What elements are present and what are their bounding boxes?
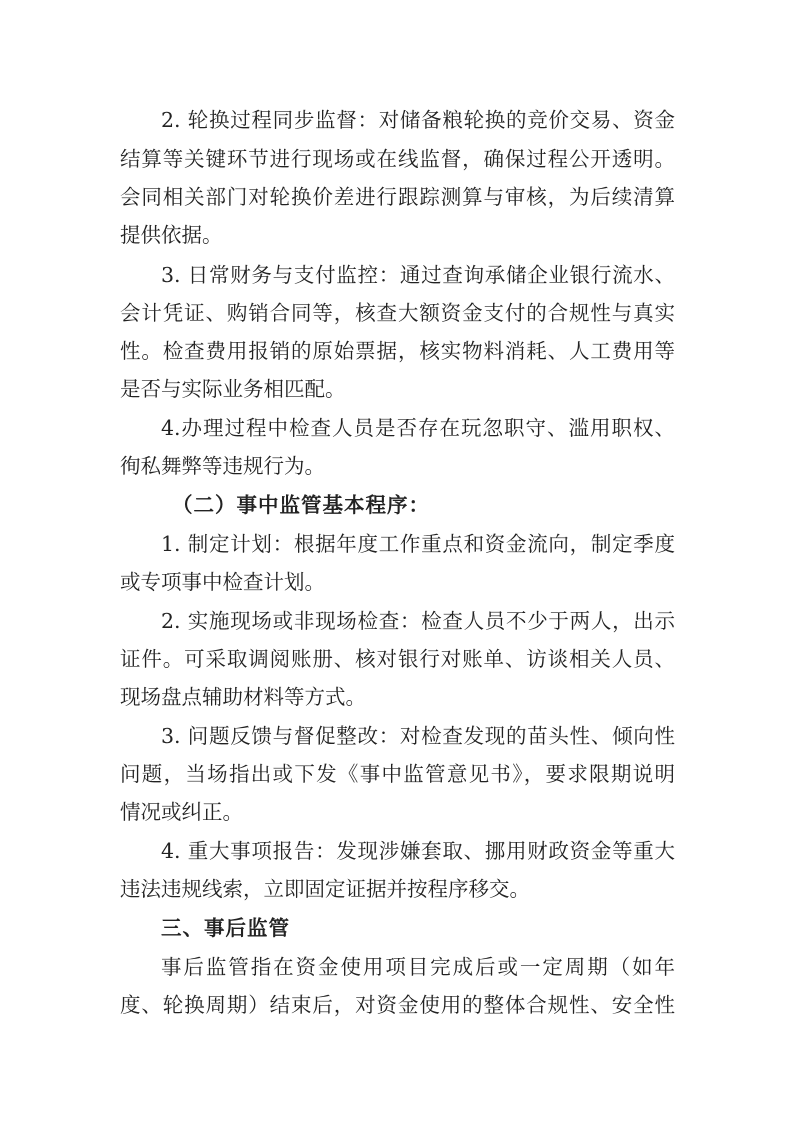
paragraph-line: 证件。可采取调阅账册、核对银行对账单、访谈相关人员、 bbox=[120, 647, 675, 671]
paragraph-line: 现场盘点辅助材料等方式。 bbox=[120, 685, 366, 709]
paragraph-line: 问题，当场指出或下发《事中监管意见书》，要求限期说明 bbox=[120, 762, 675, 786]
paragraph-line: 或专项事中检查计划。 bbox=[120, 570, 325, 594]
paragraph-line: 4. 重大事项报告：发现涉嫌套取、挪用财政资金等重大 bbox=[161, 839, 675, 863]
paragraph-line: 2. 轮换过程同步监督：对储备粮轮换的竞价交易、资金 bbox=[161, 108, 675, 132]
paragraph-line: 3. 日常财务与支付监控：通过查询承储企业银行流水、 bbox=[161, 263, 675, 287]
paragraph-line: 度、轮换周期）结束后，对资金使用的整体合规性、安全性 bbox=[120, 993, 675, 1017]
paragraph-line: 是否与实际业务相匹配。 bbox=[120, 377, 346, 401]
section-subheading: （二）事中监管基本程序： bbox=[172, 493, 430, 517]
paragraph-line: 事后监管指在资金使用项目完成后或一定周期（如年 bbox=[161, 955, 675, 979]
paragraph-line: 4.办理过程中检查人员是否存在玩忽职守、滥用职权、 bbox=[161, 416, 675, 440]
paragraph-line: 会同相关部门对轮换价差进行跟踪测算与审核，为后续清算 bbox=[120, 185, 675, 209]
paragraph-line: 徇私舞弊等违规行为。 bbox=[120, 454, 325, 478]
paragraph-line: 提供依据。 bbox=[120, 223, 223, 247]
section-heading: 三、事后监管 bbox=[161, 916, 290, 940]
paragraph-line: 情况或纠正。 bbox=[120, 800, 243, 824]
paragraph-line: 违法违规线索，立即固定证据并按程序移交。 bbox=[120, 877, 530, 901]
paragraph-line: 2. 实施现场或非现场检查：检查人员不少于两人，出示 bbox=[161, 609, 675, 633]
paragraph-line: 会计凭证、购销合同等，核查大额资金支付的合规性与真实 bbox=[120, 301, 675, 325]
paragraph-line: 3. 问题反馈与督促整改：对检查发现的苗头性、倾向性 bbox=[161, 724, 675, 748]
paragraph-line: 结算等关键环节进行现场或在线监督，确保过程公开透明。 bbox=[120, 147, 675, 171]
paragraph-line: 性。检查费用报销的原始票据，核实物料消耗、人工费用等 bbox=[120, 339, 675, 363]
paragraph-line: 1. 制定计划：根据年度工作重点和资金流向，制定季度 bbox=[161, 532, 675, 556]
